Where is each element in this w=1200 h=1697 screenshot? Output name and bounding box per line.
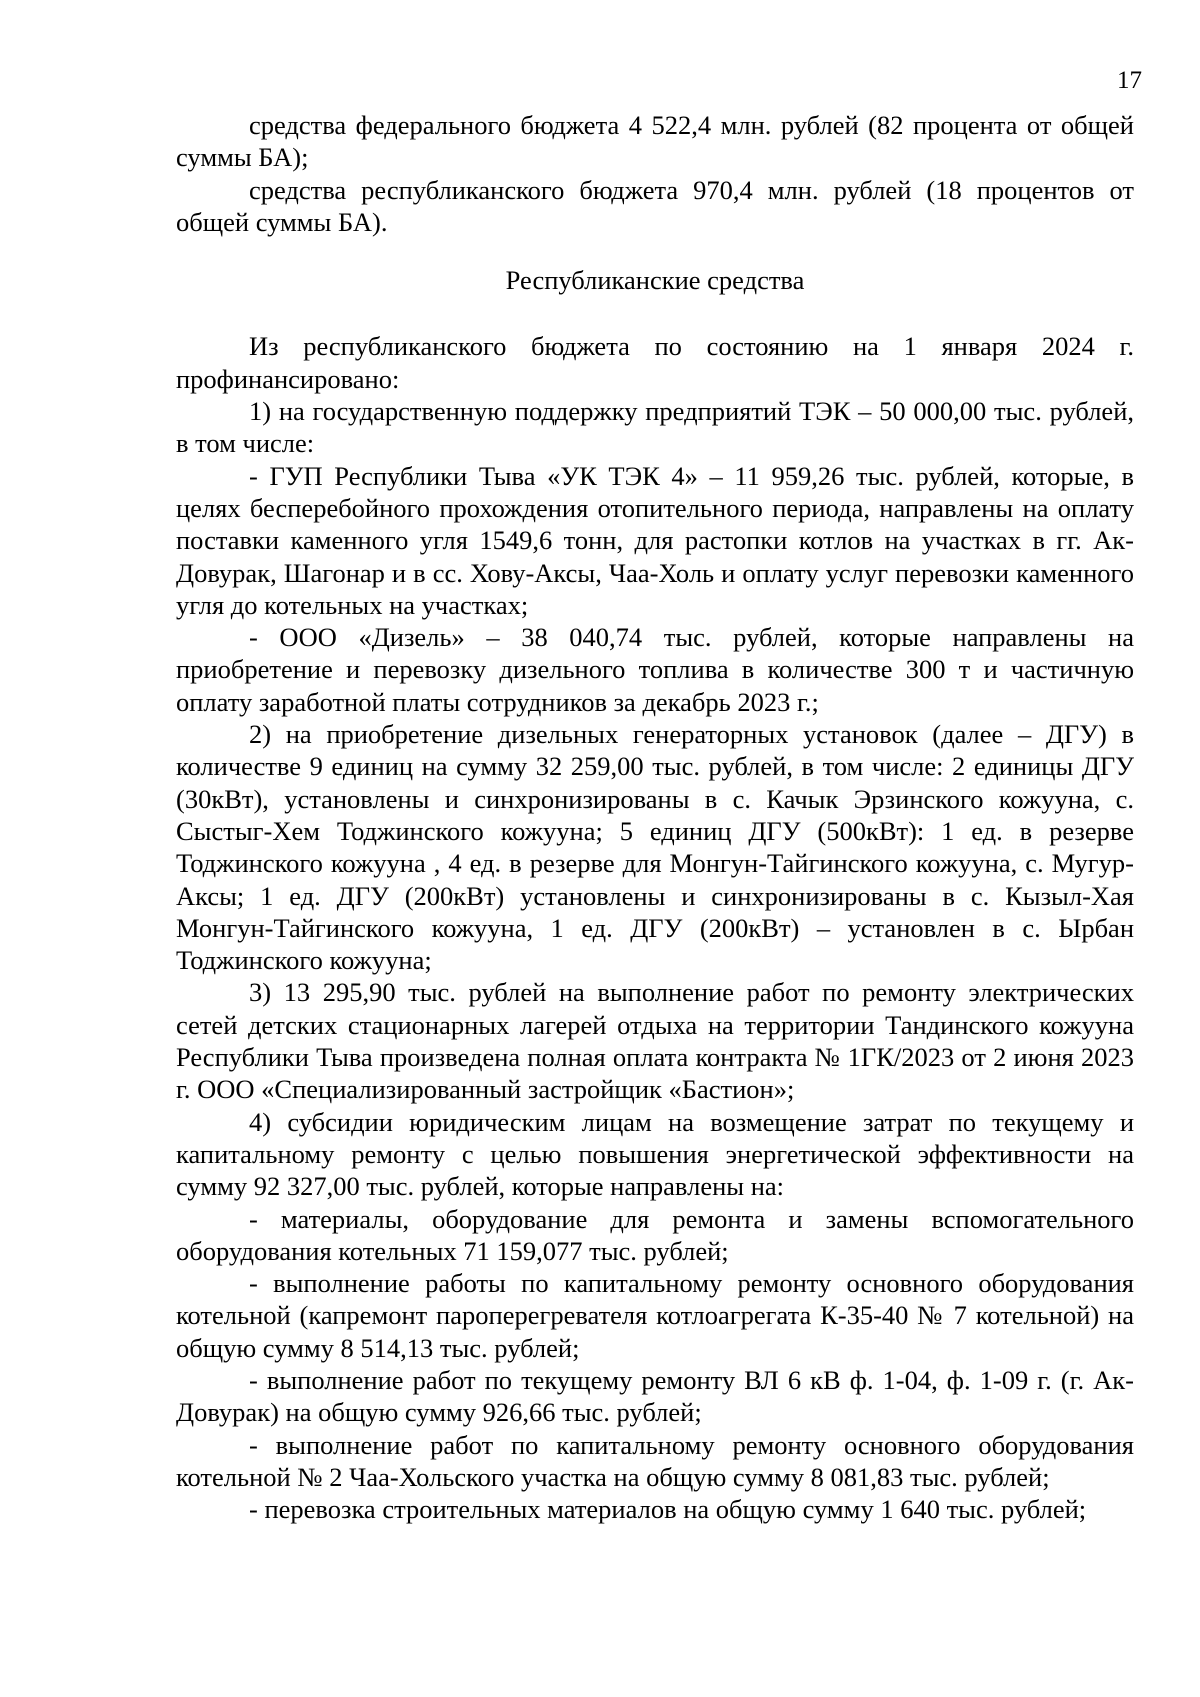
paragraph-item-4: 4) субсидии юридическим лицам на возмещение затрат по текущему и капитальному ремонту с целью повышения энергетической эффективности на сумму 92 327,00 тыс. рублей, которые направлены на: [176,1106,1134,1202]
paragraph-federal-funds: средства федерального бюджета 4 522,4 млн. рублей (82 процента от общей суммы БА); [176,110,1134,173]
section-title: Республиканские средства [505,265,805,296]
paragraph-ooo-dizel: - ООО «Дизель» – 38 040,74 тыс. рублей, которые направлены на приобретение и перевозку дизельного топлива в количестве 300 т и частичную оплату заработной платы сотрудников за декабрь 2023 г.; [176,622,1134,717]
paragraph-item-3: 3) 13 295,90 тыс. рублей на выполнение работ по ремонту электрических сетей детских стационарных лагерей отдыха на территории Тандинского кожууна Республики Тыва произведена полная оплата контракта № 1ГК/2023 от 2 июня 2023 г. ООО «Специализированный застройщик «Бастион»; [176,977,1134,1105]
document-body [176,109,1134,1525]
paragraph-republican-funds: средства республиканского бюджета 970,4 млн. рублей (18 процентов от общей суммы БА). [176,174,1134,237]
paragraph-gup-uk-tek: - ГУП Республики Тыва «УК ТЭК 4» – 11 959,26 тыс. рублей, которые, в целях бесперебойного прохождения отопительного периода, направлены на оплату поставки каменного угля 1549,6 тонн, для растопки котлов на участках в гг. Ак-Довурак, Шагонар и в сс. Хову-Аксы, Чаа-Холь и оплату услуг перевозки каменного угля до котельных на участках; [176,460,1134,620]
page-number: 17 [1117,67,1142,94]
paragraph-capital-repair-boiler: - выполнение работы по капитальному ремонту основного оборудования котельной (капремонт пароперегревателя котлоагрегата К-35-40 № 7 котельной) на общую сумму 8 514,13 тыс. рублей; [176,1268,1134,1363]
paragraph-capital-repair-chaa-khol: - выполнение работ по капитальному ремонту основного оборудования котельной № 2 Чаа-Хольского участка на общую сумму 8 081,83 тыс. рублей; [176,1429,1134,1492]
paragraph-current-repair-vl: - выполнение работ по текущему ремонту ВЛ 6 кВ ф. 1-04, ф. 1-09 г. (г. Ак-Довурак) на общую сумму 926,66 тыс. рублей; [176,1364,1134,1428]
paragraph-materials: - материалы, оборудование для ремонта и замены вспомогательного оборудования котельных 71 159,077 тыс. рублей; [176,1203,1134,1266]
paragraph-item-2: 2) на приобретение дизельных генераторных установок (далее – ДГУ) в количестве 9 единиц на сумму 32 259,00 тыс. рублей, в том числе: 2 единицы ДГУ (30кВт), установлены и синхронизированы в с. Качык Эрзинского кожууна, с. Сыстыг-Хем Тоджинского кожууна; 5 единиц ДГУ (500кВт): 1 ед. в резерве Тоджинского кожууна , 4 ед. в резерве для Монгун-Тайгинского кожууна, с. Мугур-Аксы; 1 ед. ДГУ (200кВт) установлены и синхронизированы в с. Кызыл-Хая Монгун-Тайгинского кожууна, 1 ед. ДГУ (200кВт) – установлен в с. Ырбан Тоджинского кожууна; [176,719,1134,976]
paragraph-transport-materials: - перевозка строительных материалов на общую сумму 1 640 тыс. рублей; [249,1494,1087,1525]
paragraph-item-1: 1) на государственную поддержку предприятий ТЭК – 50 000,00 тыс. рублей, в том числе: [176,396,1134,459]
paragraph-intro: Из республиканского бюджета по состоянию на 1 января 2024 г. профинансировано: [176,331,1134,394]
